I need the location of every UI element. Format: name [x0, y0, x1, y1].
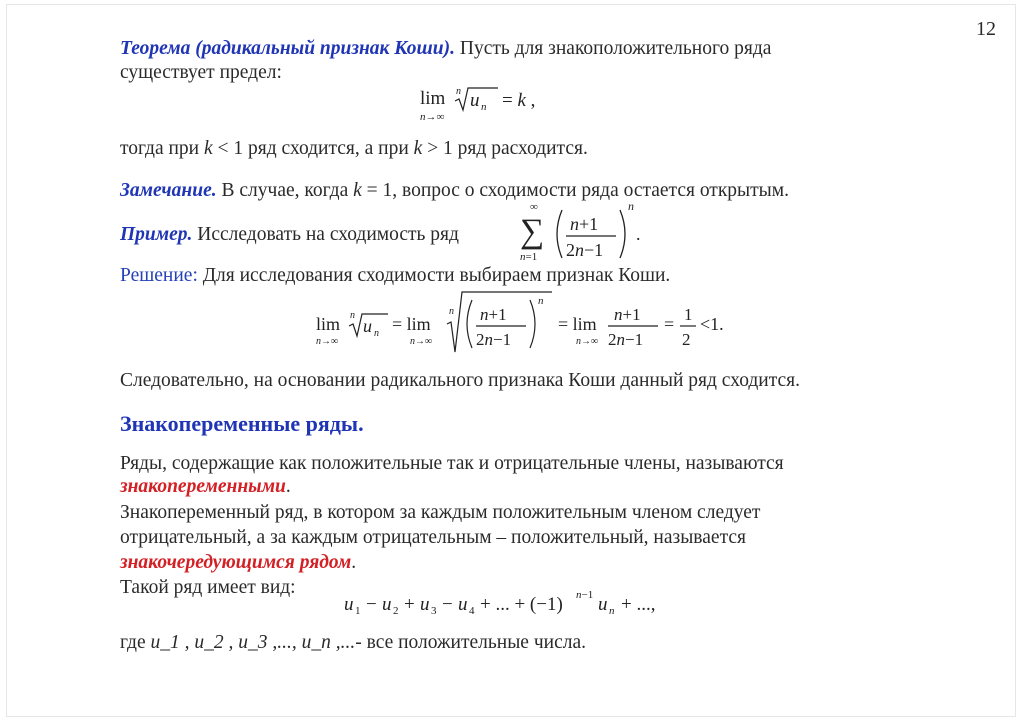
example-formula: [520, 198, 650, 268]
where-line: где u_1 , u_2 , u_3 ,..., u_n ,...- все положительные числа.: [120, 632, 586, 653]
svg-text:n: n: [609, 605, 615, 617]
solution: Решение: Для исследования сходимости выбираем признак Коши.: [120, 265, 671, 286]
svg-text:lim: lim: [420, 88, 446, 109]
svg-text:+ ... + (−1): + ... + (−1): [480, 594, 563, 615]
page-number: 12: [976, 18, 996, 40]
alternating-p1: Ряды, содержащие как положительные так и отрицательные члены, называются: [120, 453, 784, 474]
alternating-p1-term-line: знакопеременными.: [120, 476, 291, 497]
svg-text:+ ...,: + ...,: [621, 594, 656, 615]
series-formula: [344, 584, 684, 620]
svg-text:n: n: [374, 328, 379, 339]
svg-text:n+1: n+1: [570, 214, 599, 234]
svg-text:<1.: <1.: [700, 314, 724, 334]
term-alternating: знакопеременными: [120, 476, 286, 497]
svg-text:n=1: n=1: [520, 251, 538, 263]
svg-text:2n−1: 2n−1: [476, 330, 512, 349]
svg-text:n: n: [449, 306, 454, 317]
solution-conclusion: Следовательно, на основании радикального признака Коши данный ряд сходится.: [120, 370, 801, 391]
solution-label: Решение:: [120, 265, 198, 286]
alternating-p3: Такой ряд имеет вид:: [120, 577, 296, 598]
svg-text:n: n: [628, 199, 634, 213]
alternating-p2-term-line: знакочередующимся рядом.: [120, 552, 357, 573]
where-terms: u_1 , u_2 , u_3 ,..., u_n ,...-: [150, 632, 362, 653]
alternating-p2-line-1: Знакопеременный ряд, в котором за каждым положительным членом следует: [120, 502, 761, 523]
svg-text:u: u: [382, 594, 392, 615]
svg-text:= lim: = lim: [392, 314, 431, 334]
svg-text:n→∞: n→∞: [576, 336, 599, 347]
svg-text:n+1: n+1: [614, 305, 641, 324]
svg-text:u: u: [363, 316, 372, 336]
remark-title: Замечание.: [120, 180, 217, 201]
svg-text:n→∞: n→∞: [316, 336, 339, 347]
term-alternating-sign: знакочередующимся рядом: [120, 552, 352, 573]
section-heading: Знакопеременные ряды.: [120, 411, 364, 436]
svg-text:2: 2: [682, 330, 691, 349]
svg-text:=: =: [664, 314, 675, 334]
svg-text:u: u: [470, 90, 480, 111]
svg-text:u: u: [420, 594, 430, 615]
svg-text:n: n: [350, 310, 355, 321]
svg-text:= lim: = lim: [558, 314, 597, 334]
theorem-line-1: [120, 38, 771, 59]
theorem-formula: [418, 84, 558, 126]
svg-text:n−1: n−1: [576, 589, 594, 601]
svg-text:lim: lim: [316, 314, 341, 334]
svg-text:+: +: [404, 594, 415, 615]
svg-text:2n−1: 2n−1: [608, 330, 644, 349]
svg-text:∞: ∞: [530, 201, 538, 213]
alternating-p2-line-2: отрицательный, а за каждым отрицательным – положительный, называется: [120, 527, 746, 548]
remark: Замечание. В случае, когда k = 1, вопрос о сходимости ряда остается открытым.: [120, 180, 789, 201]
svg-text:u: u: [458, 594, 468, 615]
svg-text:∑: ∑: [520, 213, 545, 250]
example: Пример. Исследовать на сходимость ряд: [120, 224, 459, 245]
svg-text:= k ,: = k ,: [502, 90, 536, 111]
svg-text:n→∞: n→∞: [420, 111, 445, 123]
svg-text:1: 1: [355, 605, 361, 617]
theorem-conclusion: тогда при k < 1 ряд сходится, а при k > 1 ряд расходится.: [120, 138, 588, 159]
svg-text:u: u: [598, 594, 608, 615]
theorem-text-1: Пусть для знакоположительного ряда: [455, 38, 772, 59]
theorem-title: Теорема (радикальный признак Коши).: [120, 38, 455, 59]
svg-text:−: −: [442, 594, 453, 615]
svg-text:4: 4: [469, 605, 475, 617]
svg-text:−: −: [366, 594, 377, 615]
svg-text:n: n: [456, 86, 461, 97]
svg-text:n: n: [538, 295, 544, 307]
svg-text:n→∞: n→∞: [410, 336, 433, 347]
svg-text:1: 1: [684, 305, 693, 324]
svg-text:.: .: [636, 224, 641, 244]
svg-text:3: 3: [431, 605, 437, 617]
svg-text:n: n: [481, 101, 487, 113]
example-title: Пример.: [120, 224, 193, 245]
svg-text:2n−1: 2n−1: [566, 240, 604, 260]
svg-text:2: 2: [393, 605, 399, 617]
svg-text:n+1: n+1: [480, 305, 507, 324]
svg-text:u: u: [344, 594, 354, 615]
solution-formula: [316, 290, 736, 360]
theorem-line-2: существует предел:: [120, 62, 282, 83]
